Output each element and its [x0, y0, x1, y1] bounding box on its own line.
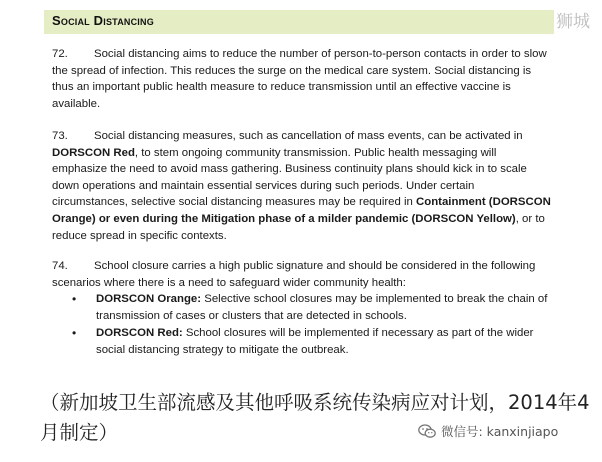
bullet-label: DORSCON Orange: — [96, 293, 202, 305]
chinese-caption: （新加坡卫生部流感及其他呼吸系统传染病应对计划，2014年4月制定） — [40, 391, 590, 444]
bullet-icon: • — [72, 292, 77, 306]
paragraph-number: 72. — [52, 48, 68, 60]
wechat-icon — [418, 424, 436, 439]
paragraph-number: 73. — [52, 130, 68, 142]
bullet-label: DORSCON Red: — [96, 327, 183, 340]
bullet-list — [52, 291, 552, 359]
wechat-id — [418, 422, 558, 440]
paragraph-text: , or to reduce spread in specific contexts. — [52, 212, 545, 242]
paragraph-72 — [52, 46, 552, 112]
bullet-icon: • — [72, 326, 77, 341]
paragraph-74 — [52, 258, 552, 291]
paragraph-text: , to stem ongoing community transmission. Public health messaging will emphasize the need to avoid mass gathering. Business continuity plans should kick in to scale down operations and maintain essential services during such periods. Under certain circumstances, selective social distancing measures may be required in — [52, 146, 527, 209]
section-title: Social Distancing — [52, 13, 154, 28]
paragraph-text: Social distancing measures, such as cancellation of mass events, can be activated in — [94, 130, 523, 142]
list-item — [52, 325, 552, 358]
corner-watermark: 狮城 — [556, 12, 590, 32]
bullet-text: School closures will be implemented if necessary as part of the wider social distancing strategy to mitigate the outbreak. — [96, 327, 534, 356]
bullet-text: Selective school closures may be implemented to break the chain of transmission of cases or clusters that are detected in schools. — [96, 293, 548, 322]
paragraph-text: School closure carries a high public signature and should be considered in the following scenarios where there is a need to safeguard wider community health: — [52, 260, 536, 289]
bold-term: Containment (DORSCON Orange) or even during the Mitigation phase of a milder pandemic (DORSCON Yellow) — [52, 196, 551, 225]
paragraph-number: 74. — [52, 260, 68, 272]
bold-term: DORSCON Red — [52, 146, 135, 159]
wechat-label: 微信号: kanxinjiapo — [441, 424, 559, 439]
paragraph-text: Social distancing aims to reduce the number of person-to-person contacts in order to slow the spread of infection. This reduces the surge on the medical care system. Social distancing is thus an important public health measure to reduce transmission until an effective vaccine is available. — [52, 48, 547, 110]
paragraph-73 — [52, 128, 552, 244]
list-item — [52, 291, 552, 324]
